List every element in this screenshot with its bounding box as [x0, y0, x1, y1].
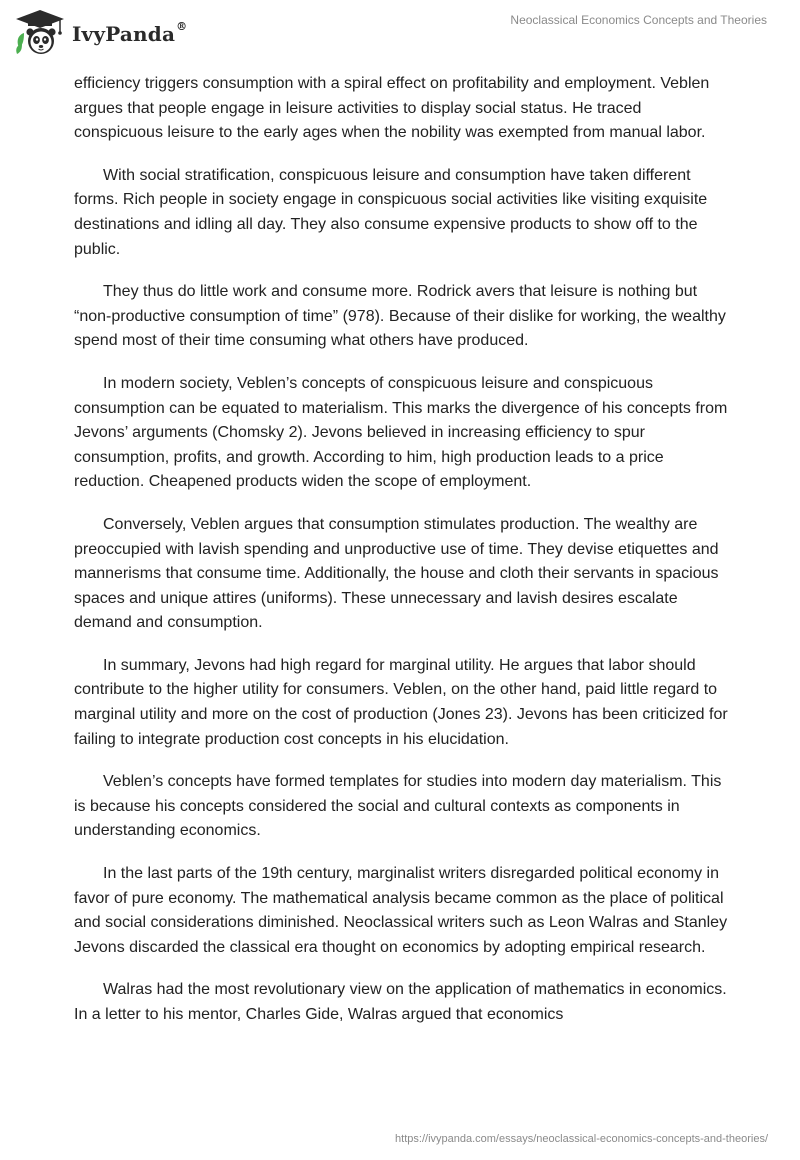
paragraph: With social stratification, conspicuous leisure and consumption have taken different forms. Rich people in society engage in conspicuous social activities like visiting exquisite destinations and idling all day. They also consume expensive products to show off to the public. — [74, 166, 708, 258]
ivypanda-logo[interactable] — [14, 8, 187, 58]
paragraph: efficiency triggers consumption with a spiral effect on profitability and employment. Veblen argues that people engage in leisure activities to display social status. He traced conspicuous leisure to the early ages when the nobility was exempted from manual labor. — [74, 75, 710, 142]
essay-body — [74, 72, 734, 1046]
source-url[interactable]: https://ivypanda.com/essays/neoclassical-economics-concepts-and-theories/ — [395, 1133, 768, 1145]
document-title: Neoclassical Economics Concepts and Theories — [510, 13, 767, 27]
paragraph: Veblen’s concepts have formed templates for studies into modern day materialism. This is because his concepts considered the social and cultural contexts as components in understanding economics. — [74, 773, 722, 840]
registered-mark: ® — [176, 20, 188, 33]
page-header — [0, 0, 800, 62]
paragraph: In summary, Jevons had high regard for marginal utility. He argues that labor should contribute to the higher utility for consumers. Veblen, on the other hand, paid little regard to marginal utility and more on the cost of production (Jones 23). Jevons has been criticized for failing to integrate production cost concepts in his elucidation. — [74, 656, 728, 748]
brand-name — [72, 22, 187, 46]
panda-graduate-icon — [14, 8, 66, 58]
paragraph: They thus do little work and consume more. Rodrick avers that leisure is nothing but “non-productive consumption of time” (978). Because of their dislike for working, the wealthy spend most of their time consuming what others have produced. — [74, 283, 726, 350]
brand-text: IvyPanda — [72, 22, 176, 46]
paragraph: In the last parts of the 19th century, marginalist writers disregarded political economy in favor of pure economy. The mathematical analysis became common as the place of political and social considerations diminished. Neoclassical writers such as Leon Walras and Stanley Jevons discarded the classical era thought on economics by adopting empirical research. — [74, 865, 728, 956]
paragraph: In modern society, Veblen’s concepts of conspicuous leisure and conspicuous consumption can be equated to materialism. This marks the divergence of his concepts from Jevons’ arguments (Chomsky 2). Jevons believed in increasing efficiency to spur consumption, profits, and growth. According to him, high production leads to a price reduction. Cheapened products widen the scope of employment. — [74, 374, 728, 491]
paragraph: Walras had the most revolutionary view on the application of mathematics in economics. In a letter to his mentor, Charles Gide, Walras argued that economics — [74, 981, 727, 1023]
paragraph: Conversely, Veblen argues that consumption stimulates production. The wealthy are preoccupied with lavish spending and unproductive use of time. They devise etiquettes and mannerisms that consume time. Additionally, the house and cloth their servants in spacious spaces and unique attires (uniforms). These unnecessary and lavish desires escalate demand and consumption. — [74, 515, 719, 632]
